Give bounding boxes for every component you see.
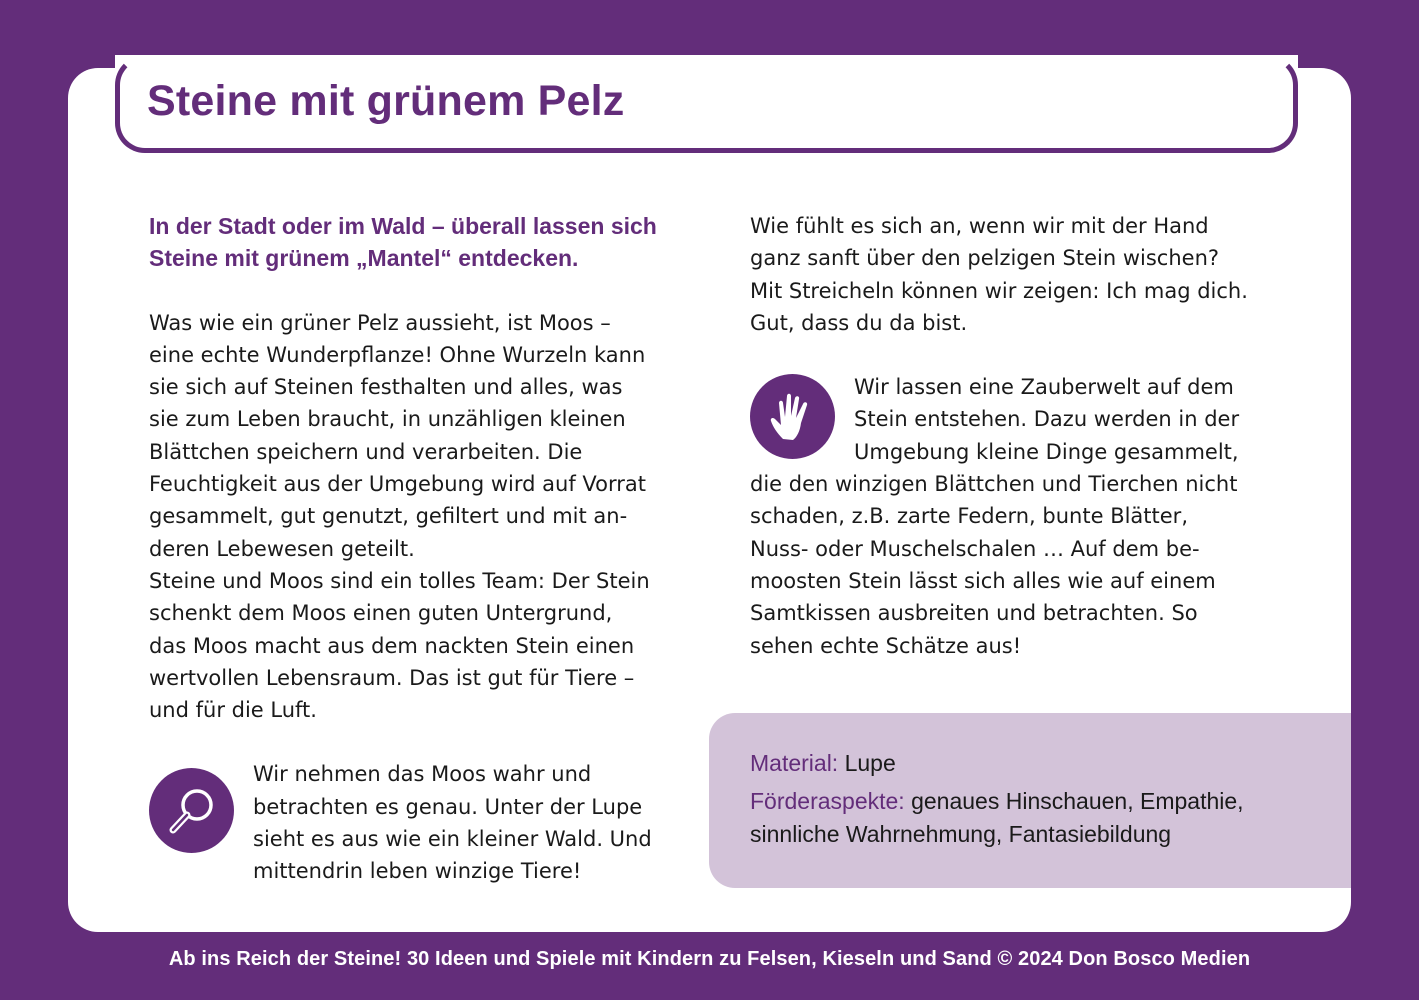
observe-block [149, 758, 679, 887]
observe-line: sieht es aus wie ein kleiner Wald. Und [253, 827, 652, 852]
activity-line: Umgebung kleine Dinge gesammelt, [854, 439, 1239, 464]
body-line: wertvollen Lebensraum. Das ist gut für Tiere – [149, 665, 635, 690]
body-line: Feuchtigkeit aus der Umgebung wird auf Vorrat [149, 472, 646, 497]
material-label: Material: [750, 750, 839, 776]
body-line: Was wie ein grüner Pelz aussieht, ist Moos – [149, 310, 611, 335]
body-line: schenkt dem Moos einen guten Untergrund, [149, 601, 613, 626]
body-line: Mit Streicheln können wir zeigen: Ich mag dich. [750, 278, 1248, 303]
observe-line: Wir nehmen das Moos wahr und [253, 762, 592, 787]
body-line: Steine und Moos sind ein tolles Team: Der Stein [149, 568, 650, 593]
observe-line: betrachten es genau. Unter der Lupe [253, 794, 643, 819]
aspects-label: Förderaspekte: [750, 788, 905, 814]
activity-line: sehen echte Schätze aus! [750, 633, 1022, 658]
activity-line: Nuss- oder Muschelschalen … Auf dem be- [750, 536, 1200, 561]
activity-line: schaden, z.B. zarte Federn, bunte Blätter, [750, 504, 1188, 529]
aspects-row [750, 785, 1351, 851]
hand-icon [750, 374, 835, 459]
body-line: Gut, dass du da bist. [750, 310, 968, 335]
footer-credit: Ab ins Reich der Steine! 30 Ideen und Spiele mit Kindern zu Felsen, Kieseln und Sand © 2024 Don Bosco Medien [168, 948, 1251, 970]
activity-line: Stein entstehen. Dazu werden in der [854, 407, 1240, 432]
activity-line: die den winzigen Blättchen und Tierchen nicht [750, 472, 1238, 497]
body-line: eine echte Wunderpflanze! Ohne Wurzeln kann [149, 342, 646, 367]
activity-line: Samtkissen ausbreiten und betrachten. So [750, 601, 1198, 626]
info-box [709, 713, 1351, 888]
left-column [149, 210, 679, 888]
activity-block [750, 371, 1290, 662]
activity-line: moosten Stein lässt sich alles wie auf einem [750, 568, 1216, 593]
body-line: das Moos macht aus dem nackten Stein einen [149, 633, 635, 658]
title-banner [115, 55, 1298, 153]
body-line: gesammelt, gut genutzt, gefiltert und mit an- [149, 504, 628, 529]
material-value: Lupe [838, 750, 896, 776]
body-line: und für die Luft. [149, 698, 317, 723]
activity-line: Wir lassen eine Zauberwelt auf dem [854, 375, 1234, 400]
material-row [750, 747, 1351, 780]
intro-line: In der Stadt oder im Wald – überall lassen sich [149, 213, 657, 239]
body-line: ganz sanft über den pelzigen Stein wischen? [750, 246, 1220, 271]
body-line: sie sich auf Steinen festhalten und alles, was [149, 375, 623, 400]
aspects-value: genaues Hinschauen, Empathie, [904, 788, 1244, 814]
page-title: Steine mit grünem Pelz [147, 77, 625, 125]
intro-line: Steine mit grünem „Mantel“ entdecken. [149, 245, 579, 272]
magnifier-icon [149, 768, 234, 853]
body-line: deren Lebewesen geteilt. [149, 536, 415, 561]
body-line: sie zum Leben braucht, in unzähligen kleinen [149, 407, 626, 432]
aspects-value-cont: sinnliche Wahrnehmung, Fantasiebildung [750, 821, 1172, 847]
body-line: Blättchen speichern und verarbeiten. Die [149, 439, 583, 464]
right-column [750, 210, 1290, 662]
body-line: Wie fühlt es sich an, wenn wir mit der Hand [750, 214, 1209, 238]
observe-line: mittendrin leben winzige Tiere! [253, 859, 582, 884]
